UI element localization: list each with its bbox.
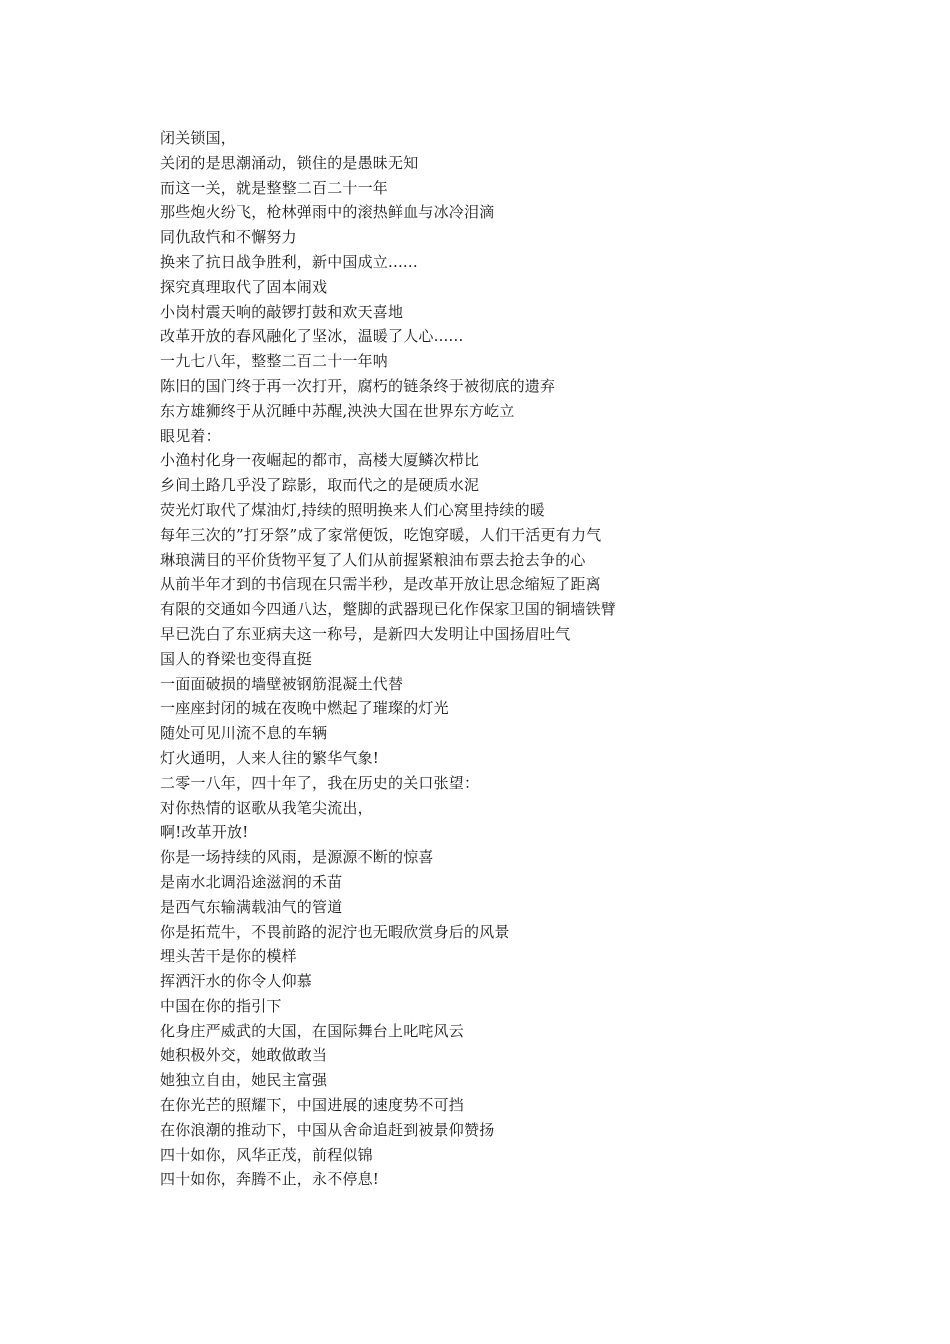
poem-line: 在你浪潮的推动下，中国从舍命追赶到被景仰赞扬 — [160, 1120, 495, 1139]
poem-line: 对你热情的讴歌从我笔尖流出， — [160, 798, 373, 817]
poem-line: 她独立自由，她民主富强 — [160, 1071, 328, 1090]
poem-line: 乡间土路几乎没了踪影，取而代之的是硬质水泥 — [160, 476, 480, 495]
poem-line: 四十如你，奔腾不止，永不停息! — [160, 1170, 380, 1189]
poem-line: 从前半年才到的书信现在只需半秒，是改革开放让思念缩短了距离 — [160, 575, 601, 594]
poem-line: 闭关锁国， — [160, 129, 237, 147]
poem-line: 那些炮火纷飞，枪林弹雨中的滚热鲜血与冰冷泪滴 — [160, 203, 495, 222]
poem-line: 挥洒汗水的你令人仰慕 — [160, 972, 313, 991]
poem-line: 东方雄狮终于从沉睡中苏醒,泱泱大国在世界东方屹立 — [160, 401, 515, 420]
poem-line: 一九七八年，整整二百二十一年呐 — [160, 352, 389, 371]
poem-line: 国人的脊梁也变得直挺 — [160, 649, 313, 668]
poem-line: 二零一八年，四十年了，我在历史的关口张望： — [160, 773, 480, 792]
poem-text — [160, 126, 860, 1192]
poem-line: 早已洗白了东亚病夫这一称号，是新四大发明让中国扬眉吐气 — [160, 624, 571, 643]
poem-line: 随处可见川流不息的车辆 — [160, 724, 328, 743]
poem-line: 是南水北调沿途滋润的禾苗 — [160, 872, 343, 891]
poem-line: 探究真理取代了固本闹戏 — [160, 277, 328, 296]
poem-line: 改革开放的春风融化了坚冰，温暖了人心...... — [160, 327, 464, 346]
poem-line: 关闭的是思潮涌动，锁住的是愚昧无知 — [160, 153, 419, 172]
poem-line: 每年三次的”打牙祭”成了家常便饭，吃饱穿暖，人们干活更有力气 — [160, 525, 602, 544]
poem-line: 你是一场持续的风雨，是源源不断的惊喜 — [160, 848, 434, 867]
poem-line: 灯火通明，人来人往的繁华气象! — [160, 748, 380, 767]
poem-line: 四十如你，风华正茂，前程似锦 — [160, 1145, 373, 1164]
poem-line: 荧光灯取代了煤油灯,持续的照明换来人们心窝里持续的暖 — [160, 500, 545, 519]
poem-line: 而这一关，就是整整二百二十一年 — [160, 178, 389, 197]
poem-line: 陈旧的国门终于再一次打开，腐朽的链条终于被彻底的遗弃 — [160, 376, 556, 395]
poem-line: 一座座封闭的城在夜晚中燃起了璀璨的灯光 — [160, 699, 449, 718]
poem-line: 琳琅满目的平价货物平复了人们从前握紧粮油布票去抢去争的心 — [160, 550, 586, 569]
poem-line: 你是拓荒牛，不畏前路的泥泞也无暇欣赏身后的风景 — [160, 922, 510, 941]
poem-line: 她积极外交，她敢做敢当 — [160, 1046, 328, 1065]
poem-line: 是西气东输满载油气的管道 — [160, 897, 343, 916]
poem-line: 化身庄严威武的大国，在国际舞台上叱咤风云 — [160, 1021, 465, 1040]
poem-line: 中国在你的指引下 — [160, 996, 282, 1015]
poem-line: 一面面破损的墙壁被钢筋混凝土代替 — [160, 674, 404, 693]
poem-line: 同仇敌忾和不懈努力 — [160, 228, 297, 247]
poem-line: 小渔村化身一夜崛起的都市，高楼大厦鳞次栉比 — [160, 451, 480, 470]
poem-line: 有限的交通如今四通八达，蹩脚的武器现已化作保家卫国的铜墙铁臂 — [160, 600, 617, 619]
poem-line: 换来了抗日战争胜利，新中国成立...... — [160, 252, 418, 271]
poem-line: 眼见着： — [160, 426, 221, 445]
poem-line: 埋头苦干是你的模样 — [160, 947, 297, 966]
poem-line: 在你光芒的照耀下，中国进展的速度势不可挡 — [160, 1096, 465, 1115]
poem-line: 小岗村震天响的敲锣打鼓和欢天喜地 — [160, 302, 404, 321]
poem-line: 啊!改革开放! — [160, 823, 249, 842]
